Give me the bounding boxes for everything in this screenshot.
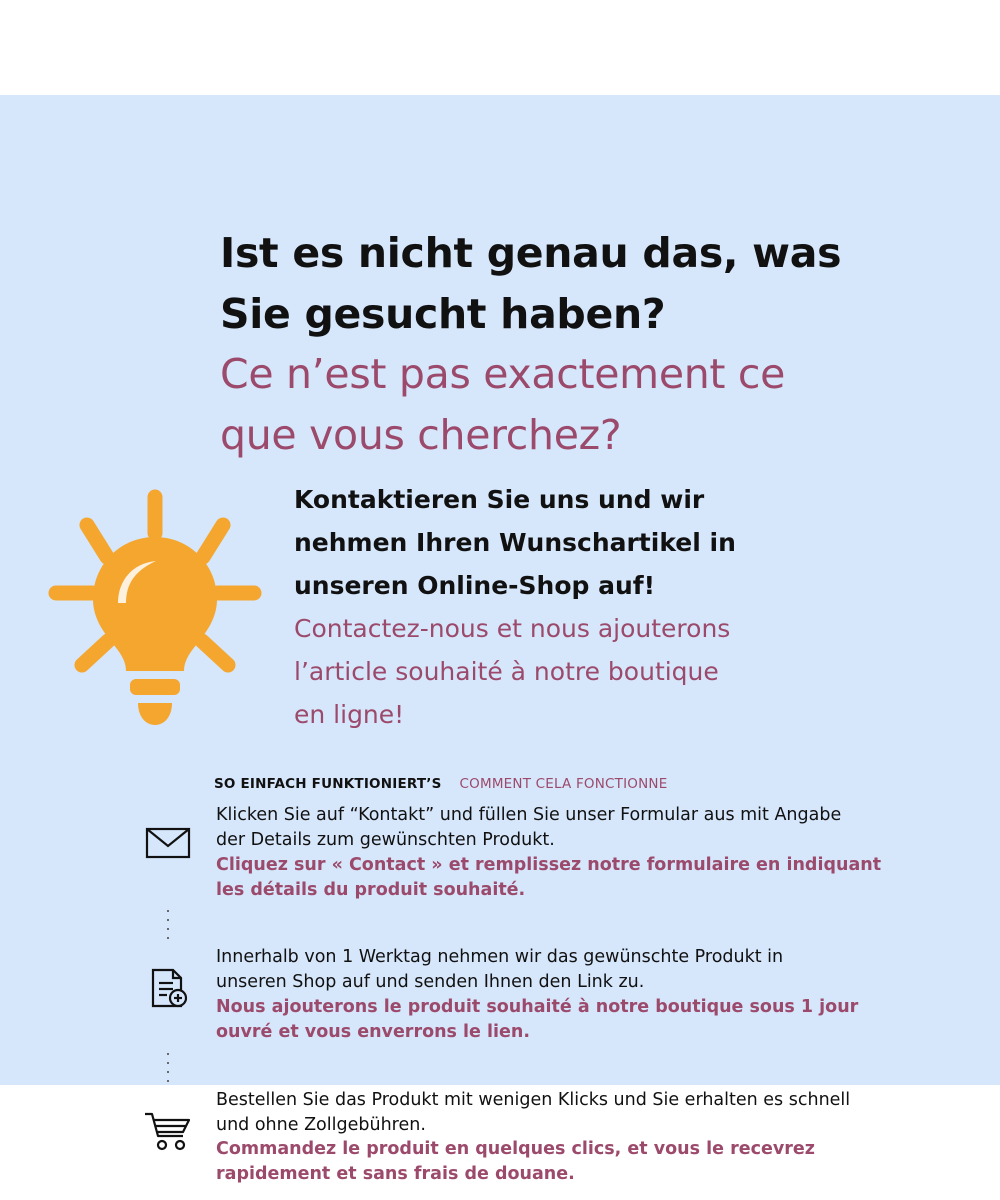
step-french-line-1: Nous ajouterons le produit souhaité à notre boutique sous 1 jour: [216, 997, 859, 1018]
step-item: [120, 1088, 940, 1187]
step-german-line-2: unseren Shop auf und senden Ihnen den Link zu.: [216, 972, 645, 993]
promo-banner: [0, 95, 1000, 1185]
headline-french-line-1: Ce n’est pas exactement ce: [220, 350, 786, 399]
shopping-cart-icon: [120, 1088, 216, 1152]
howto-heading-french: COMMENT CELA FONCTIONNE: [459, 776, 668, 792]
connector-dot: [167, 1053, 169, 1055]
step-item: [120, 803, 940, 902]
step-connector: [120, 902, 940, 945]
headline-german-line-2: Sie gesucht haben?: [220, 289, 666, 338]
connector-dot: [167, 1062, 169, 1064]
dotted-line: [120, 902, 216, 945]
step-french-line-2: ouvré et vous enverrons le lien.: [216, 1021, 530, 1042]
intro-french-line-1: Contactez-nous et nous ajouterons: [294, 614, 731, 643]
steps-list: [120, 803, 940, 1187]
connector-dot: [167, 1071, 169, 1073]
intro-french-line-3: en ligne!: [294, 700, 405, 729]
intro-french-line-2: l’article souhaité à notre boutique: [294, 657, 719, 686]
step-german-line-1: Bestellen Sie das Produkt mit wenigen Klicks und Sie erhalten es schnell: [216, 1089, 851, 1110]
step-german-line-1: Klicken Sie auf “Kontakt” und füllen Sie unser Formular aus mit Angabe: [216, 805, 842, 825]
step-text: [216, 1088, 940, 1187]
step-german-line-1: Innerhalb von 1 Werktag nehmen wir das gewünschte Produkt in: [216, 947, 784, 968]
step-connector: [120, 1045, 940, 1088]
step-german-line-2: und ohne Zollgebühren.: [216, 1114, 426, 1135]
step-item: [120, 945, 940, 1044]
intro-german-line-2: nehmen Ihren Wunschartikel in: [294, 528, 736, 557]
step-text: [216, 945, 940, 1044]
step-french-line-1: Commandez le produit en quelques clics, et vous le recevrez: [216, 1139, 815, 1160]
connector-dot: [167, 919, 169, 921]
connector-dot: [167, 928, 169, 930]
intro-block: [294, 478, 934, 736]
step-french-line-2: les détails du produit souhaité.: [216, 879, 526, 900]
step-text: [216, 803, 940, 902]
connector-dot: [167, 1080, 169, 1082]
headline-german-line-1: Ist es nicht genau das, was: [220, 229, 842, 277]
connector-dot: [167, 937, 169, 939]
intro-german-line-3: unseren Online-Shop auf!: [294, 571, 656, 600]
step-german-line-2: der Details zum gewünschten Produkt.: [216, 829, 555, 850]
headline-block: [220, 223, 920, 466]
step-french-line-2: rapidement et sans frais de douane.: [216, 1164, 575, 1185]
intro-german-line-1: Kontaktieren Sie uns und wir: [294, 485, 705, 514]
howto-heading-german: SO EINFACH FUNKTIONIERT’S: [214, 776, 442, 792]
howto-heading: [214, 776, 667, 792]
lightbulb-icon: [30, 475, 280, 735]
headline-french-line-2: que vous cherchez?: [220, 411, 622, 460]
envelope-icon: [120, 803, 216, 861]
step-french-line-1: Cliquez sur « Contact » et remplissez notre formulaire en indiquant: [216, 854, 882, 875]
connector-dot: [167, 910, 169, 912]
dotted-line: [120, 1045, 216, 1088]
document-add-icon: [120, 945, 216, 1009]
